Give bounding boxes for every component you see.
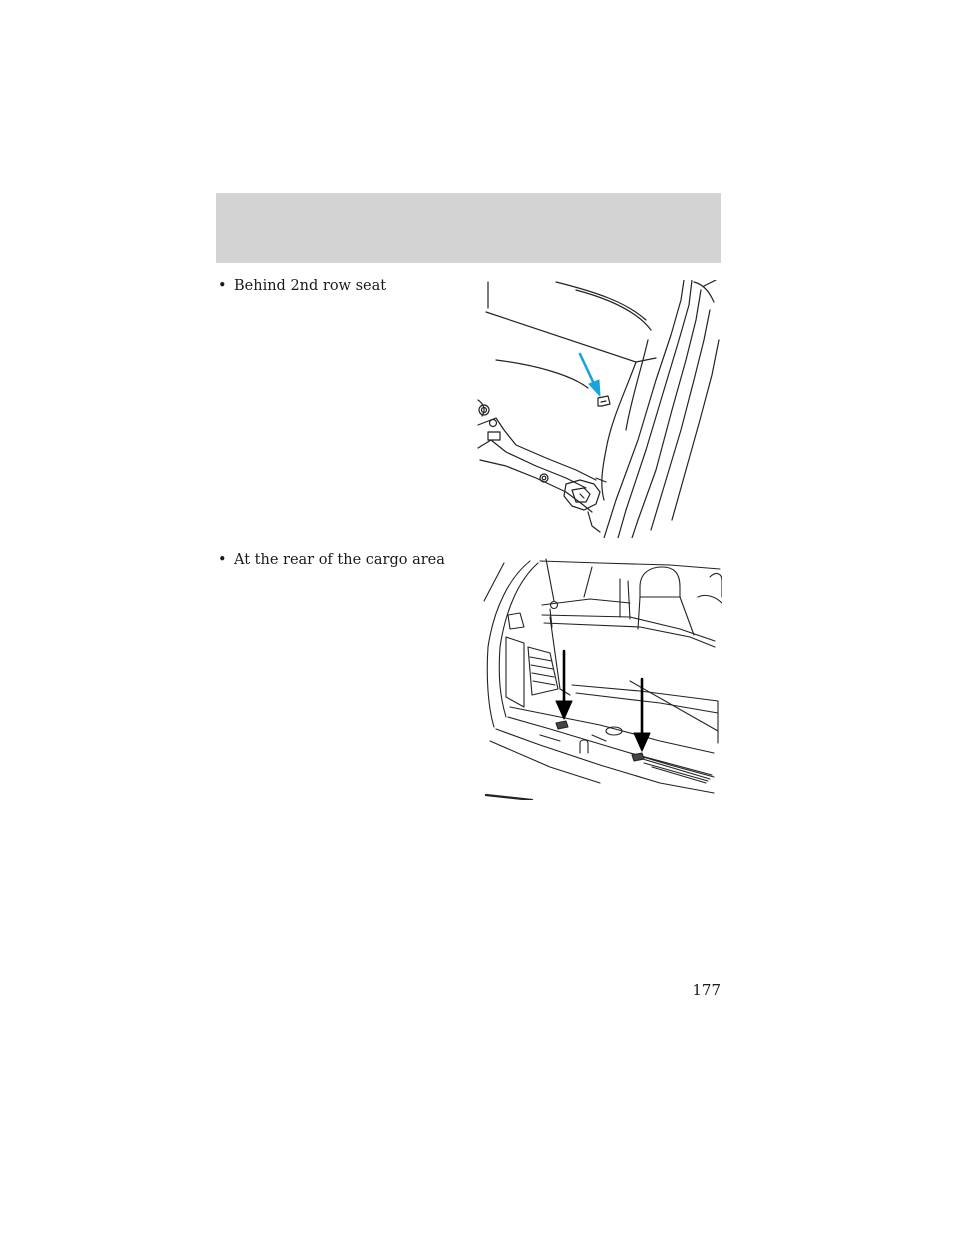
bullet-item-behind-second-row [218, 277, 386, 295]
page-number: 177 [692, 981, 721, 999]
second-row-tether-anchor-illustration-icon [476, 280, 722, 538]
bullet-text: At the rear of the cargo area [234, 552, 445, 568]
section-header-band [216, 193, 721, 263]
cargo-area-tie-down-illustration-icon [480, 557, 722, 800]
bullet-text: Behind 2nd row seat [234, 278, 387, 294]
cargo-area-illustration [480, 557, 722, 800]
bullet-marker: • [218, 552, 227, 568]
second-row-anchor-illustration [476, 280, 722, 538]
bullet-item-rear-cargo-area [218, 551, 445, 569]
bullet-marker: • [218, 278, 227, 294]
